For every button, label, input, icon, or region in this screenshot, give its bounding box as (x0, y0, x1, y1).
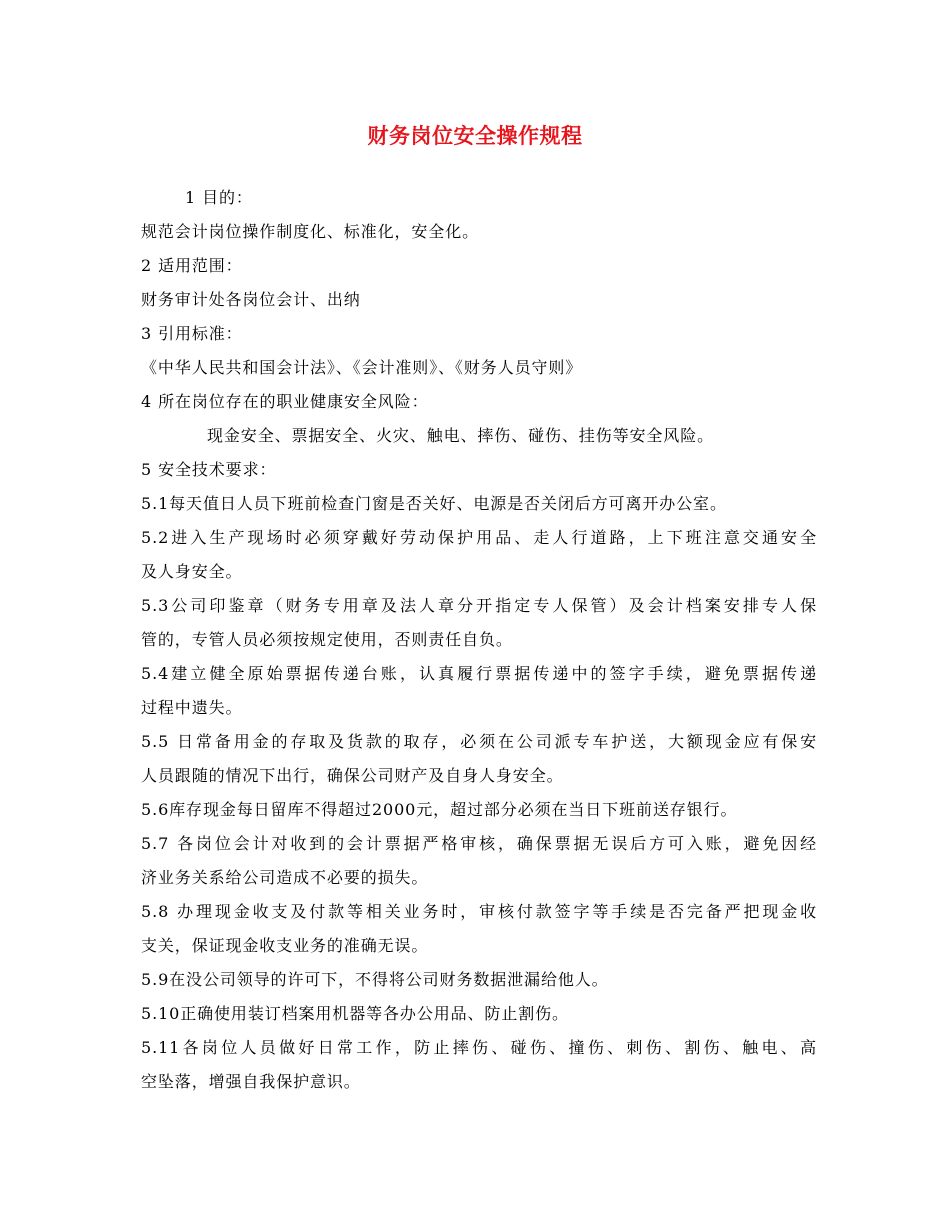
document-body (141, 181, 817, 1099)
section-heading-references: 3 引用标准： (141, 324, 243, 343)
clause-line: 5.3公司印鉴章（财务专用章及法人章分开指定专人保管）及会计档案安排专人保 (141, 596, 817, 615)
section-heading-purpose: 1 目的： (185, 188, 253, 207)
clause-line: 5.6库存现金每日留库不得超过2000元，超过部分必须在当日下班前送存银行。 (141, 800, 738, 819)
clause-line: 管的，专管人员必须按规定使用，否则责任自负。 (141, 630, 513, 649)
paragraph-line: 规范会计岗位操作制度化、标准化，安全化。 (141, 222, 480, 241)
clause-line: 5.4建立健全原始票据传递台账，认真履行票据传递中的签字手续，避免票据传递 (141, 664, 817, 683)
clause-line: 5.5 日常备用金的存取及货款的取存，必须在公司派专车护送，大额现金应有保安 (141, 732, 817, 751)
clause-line: 人员跟随的情况下出行，确保公司财产及自身人身安全。 (141, 766, 564, 785)
paragraph-line: 《中华人民共和国会计法》、《会计准则》、《财务人员守则》 (141, 358, 583, 377)
paragraph-line: 现金安全、票据安全、火灾、触电、摔伤、碰伤、挂伤等安全风险。 (207, 426, 715, 445)
section-heading-risks: 4 所在岗位存在的职业健康安全风险： (141, 392, 429, 411)
document-title: 财务岗位安全操作规程 (367, 124, 583, 148)
clause-line: 空坠落，增强自我保护意识。 (141, 1072, 361, 1091)
clause-line: 5.7 各岗位会计对收到的会计票据严格审核，确保票据无误后方可入账，避免因经 (141, 834, 817, 853)
clause-line: 及人身安全。 (141, 562, 243, 581)
section-heading-scope: 2 适用范围： (141, 256, 243, 275)
paragraph-line: 财务审计处各岗位会计、出纳 (141, 290, 361, 309)
section-heading-requirements: 5 安全技术要求： (141, 460, 277, 479)
clause-line: 5.8 办理现金收支及付款等相关业务时，审核付款签字等手续是否完备严把现金收 (141, 902, 817, 921)
clause-line: 5.10正确使用装订档案用机器等各办公用品、防止割伤。 (141, 1004, 569, 1023)
clause-line: 5.9在没公司领导的许可下，不得将公司财务数据泄漏给他人。 (141, 970, 609, 989)
clause-line: 过程中遗失。 (141, 698, 243, 717)
clause-line: 5.11各岗位人员做好日常工作，防止摔伤、碰伤、撞伤、刺伤、割伤、触电、高 (141, 1038, 817, 1057)
clause-line: 支关，保证现金收支业务的准确无误。 (141, 936, 429, 955)
clause-line: 5.2进入生产现场时必须穿戴好劳动保护用品、走人行道路，上下班注意交通安全 (141, 528, 817, 547)
clause-line: 5.1每天值日人员下班前检查门窗是否关好、电源是否关闭后方可离开办公室。 (141, 494, 727, 513)
clause-line: 济业务关系给公司造成不必要的损失。 (141, 868, 429, 887)
